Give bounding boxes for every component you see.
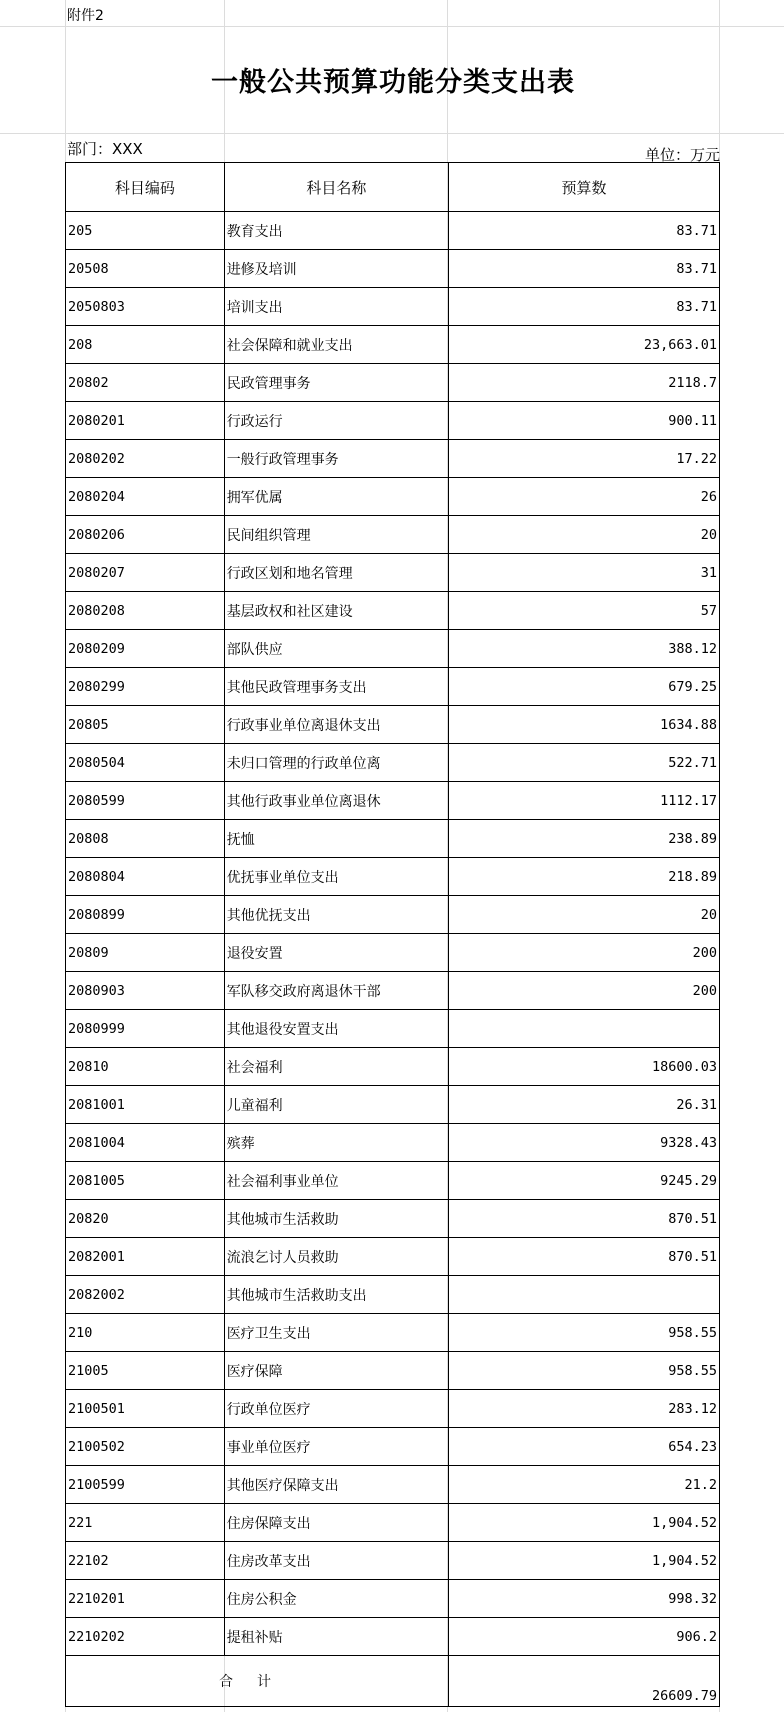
table-row (66, 326, 720, 364)
row-amount: 83.71 (449, 288, 720, 326)
page-title: 一般公共预算功能分类支出表 (211, 67, 575, 98)
table-row (66, 1352, 720, 1390)
row-code: 2100501 (66, 1390, 225, 1428)
row-name: 培训支出 (224, 288, 448, 326)
row-code: 2100599 (66, 1466, 225, 1504)
row-code: 2080202 (66, 440, 225, 478)
table-row (66, 896, 720, 934)
table-row (66, 402, 720, 440)
budget-table (65, 162, 720, 1707)
table-row (66, 1618, 720, 1656)
total-row (66, 1656, 720, 1707)
row-name: 退役安置 (224, 934, 448, 972)
row-amount: 998.32 (449, 1580, 720, 1618)
table-row (66, 1010, 720, 1048)
table-row (66, 1428, 720, 1466)
row-amount: 21.2 (449, 1466, 720, 1504)
row-name: 教育支出 (224, 212, 448, 250)
row-name: 住房改革支出 (224, 1542, 448, 1580)
row-amount: 9245.29 (449, 1162, 720, 1200)
header-amount: 预算数 (449, 163, 720, 212)
row-name: 社会福利事业单位 (224, 1162, 448, 1200)
row-code: 210 (66, 1314, 225, 1352)
row-name: 进修及培训 (224, 250, 448, 288)
row-name: 医疗保障 (224, 1352, 448, 1390)
row-amount: 1,904.52 (449, 1504, 720, 1542)
row-code: 2210201 (66, 1580, 225, 1618)
row-amount: 388.12 (449, 630, 720, 668)
row-code: 22102 (66, 1542, 225, 1580)
table-row (66, 820, 720, 858)
row-code: 20810 (66, 1048, 225, 1086)
table-row (66, 1200, 720, 1238)
table-header-row (66, 163, 720, 212)
row-name: 部队供应 (224, 630, 448, 668)
department-label: 部门：XXX (67, 140, 143, 158)
row-amount: 83.71 (449, 212, 720, 250)
row-name: 其他民政管理事务支出 (224, 668, 448, 706)
row-code: 20820 (66, 1200, 225, 1238)
row-code: 20805 (66, 706, 225, 744)
row-code: 2080999 (66, 1010, 225, 1048)
row-name: 民间组织管理 (224, 516, 448, 554)
table-row (66, 554, 720, 592)
row-name: 一般行政管理事务 (224, 440, 448, 478)
attachment-label: 附件2 (67, 8, 104, 24)
row-name: 行政事业单位离退休支出 (224, 706, 448, 744)
row-code: 208 (66, 326, 225, 364)
row-code: 20802 (66, 364, 225, 402)
table-row (66, 1276, 720, 1314)
table-row (66, 668, 720, 706)
row-amount: 9328.43 (449, 1124, 720, 1162)
row-name: 殡葬 (224, 1124, 448, 1162)
table-row (66, 478, 720, 516)
total-amount: 26609.79 (449, 1656, 720, 1707)
row-code: 2080804 (66, 858, 225, 896)
gridline (0, 26, 784, 27)
row-code: 2081001 (66, 1086, 225, 1124)
row-amount: 958.55 (449, 1352, 720, 1390)
row-name: 其他城市生活救助支出 (224, 1276, 448, 1314)
row-name: 未归口管理的行政单位离 (224, 744, 448, 782)
table-row (66, 1504, 720, 1542)
row-name: 提租补贴 (224, 1618, 448, 1656)
row-name: 社会福利 (224, 1048, 448, 1086)
row-amount (449, 1276, 720, 1314)
row-code: 2080504 (66, 744, 225, 782)
row-amount: 958.55 (449, 1314, 720, 1352)
row-amount: 900.11 (449, 402, 720, 440)
row-code: 2210202 (66, 1618, 225, 1656)
table-row (66, 1238, 720, 1276)
row-code: 2080209 (66, 630, 225, 668)
table-row (66, 934, 720, 972)
header-name: 科目名称 (224, 163, 448, 212)
row-name: 其他优抚支出 (224, 896, 448, 934)
row-amount: 26 (449, 478, 720, 516)
row-name: 流浪乞讨人员救助 (224, 1238, 448, 1276)
table-row (66, 1580, 720, 1618)
row-amount: 679.25 (449, 668, 720, 706)
row-amount: 26.31 (449, 1086, 720, 1124)
row-amount: 654.23 (449, 1428, 720, 1466)
row-amount: 2118.7 (449, 364, 720, 402)
table-row (66, 744, 720, 782)
gridline (0, 133, 784, 134)
table-row (66, 592, 720, 630)
row-code: 2081004 (66, 1124, 225, 1162)
table-row (66, 782, 720, 820)
row-amount: 870.51 (449, 1200, 720, 1238)
table-row (66, 1048, 720, 1086)
row-amount: 238.89 (449, 820, 720, 858)
row-code: 2080208 (66, 592, 225, 630)
row-code: 2080903 (66, 972, 225, 1010)
table-row (66, 1086, 720, 1124)
table-row (66, 516, 720, 554)
header-code: 科目编码 (66, 163, 225, 212)
table-row (66, 1314, 720, 1352)
row-code: 21005 (66, 1352, 225, 1390)
row-amount: 906.2 (449, 1618, 720, 1656)
row-code: 20809 (66, 934, 225, 972)
table-row (66, 250, 720, 288)
row-name: 军队移交政府离退休干部 (224, 972, 448, 1010)
row-name: 行政单位医疗 (224, 1390, 448, 1428)
row-name: 儿童福利 (224, 1086, 448, 1124)
row-name: 基层政权和社区建设 (224, 592, 448, 630)
row-name: 住房保障支出 (224, 1504, 448, 1542)
row-amount: 1634.88 (449, 706, 720, 744)
row-amount: 218.89 (449, 858, 720, 896)
table-row (66, 1542, 720, 1580)
total-label: 合计 (66, 1656, 449, 1707)
unit-label: 单位：万元 (644, 146, 720, 164)
row-amount: 283.12 (449, 1390, 720, 1428)
row-amount: 57 (449, 592, 720, 630)
row-code: 2080899 (66, 896, 225, 934)
row-amount: 23,663.01 (449, 326, 720, 364)
row-name: 医疗卫生支出 (224, 1314, 448, 1352)
row-code: 2082002 (66, 1276, 225, 1314)
row-code: 2100502 (66, 1428, 225, 1466)
row-amount: 17.22 (449, 440, 720, 478)
table-row (66, 1124, 720, 1162)
row-amount: 20 (449, 516, 720, 554)
row-code: 2080201 (66, 402, 225, 440)
row-name: 行政运行 (224, 402, 448, 440)
row-name: 其他城市生活救助 (224, 1200, 448, 1238)
row-code: 2080599 (66, 782, 225, 820)
table-row (66, 212, 720, 250)
row-name: 抚恤 (224, 820, 448, 858)
table-row (66, 858, 720, 896)
row-code: 221 (66, 1504, 225, 1542)
row-code: 2082001 (66, 1238, 225, 1276)
row-amount (449, 1010, 720, 1048)
row-code: 2080299 (66, 668, 225, 706)
table-row (66, 1162, 720, 1200)
row-amount: 20 (449, 896, 720, 934)
table-row (66, 288, 720, 326)
row-amount: 18600.03 (449, 1048, 720, 1086)
row-name: 住房公积金 (224, 1580, 448, 1618)
table-row (66, 440, 720, 478)
row-amount: 200 (449, 972, 720, 1010)
row-code: 2050803 (66, 288, 225, 326)
row-code: 2080206 (66, 516, 225, 554)
row-amount: 1,904.52 (449, 1542, 720, 1580)
row-name: 社会保障和就业支出 (224, 326, 448, 364)
row-name: 优抚事业单位支出 (224, 858, 448, 896)
row-amount: 83.71 (449, 250, 720, 288)
row-name: 事业单位医疗 (224, 1428, 448, 1466)
row-name: 其他行政事业单位离退休 (224, 782, 448, 820)
row-name: 其他退役安置支出 (224, 1010, 448, 1048)
table-row (66, 972, 720, 1010)
row-amount: 31 (449, 554, 720, 592)
row-code: 2080207 (66, 554, 225, 592)
row-code: 2081005 (66, 1162, 225, 1200)
row-amount: 200 (449, 934, 720, 972)
table-row (66, 706, 720, 744)
row-name: 行政区划和地名管理 (224, 554, 448, 592)
table-row (66, 630, 720, 668)
row-name: 拥军优属 (224, 478, 448, 516)
row-name: 民政管理事务 (224, 364, 448, 402)
row-name: 其他医疗保障支出 (224, 1466, 448, 1504)
table-row (66, 364, 720, 402)
table-body (66, 212, 720, 1656)
row-amount: 1112.17 (449, 782, 720, 820)
row-code: 20508 (66, 250, 225, 288)
row-code: 205 (66, 212, 225, 250)
table-row (66, 1466, 720, 1504)
row-code: 20808 (66, 820, 225, 858)
row-amount: 522.71 (449, 744, 720, 782)
table-row (66, 1390, 720, 1428)
row-amount: 870.51 (449, 1238, 720, 1276)
row-code: 2080204 (66, 478, 225, 516)
